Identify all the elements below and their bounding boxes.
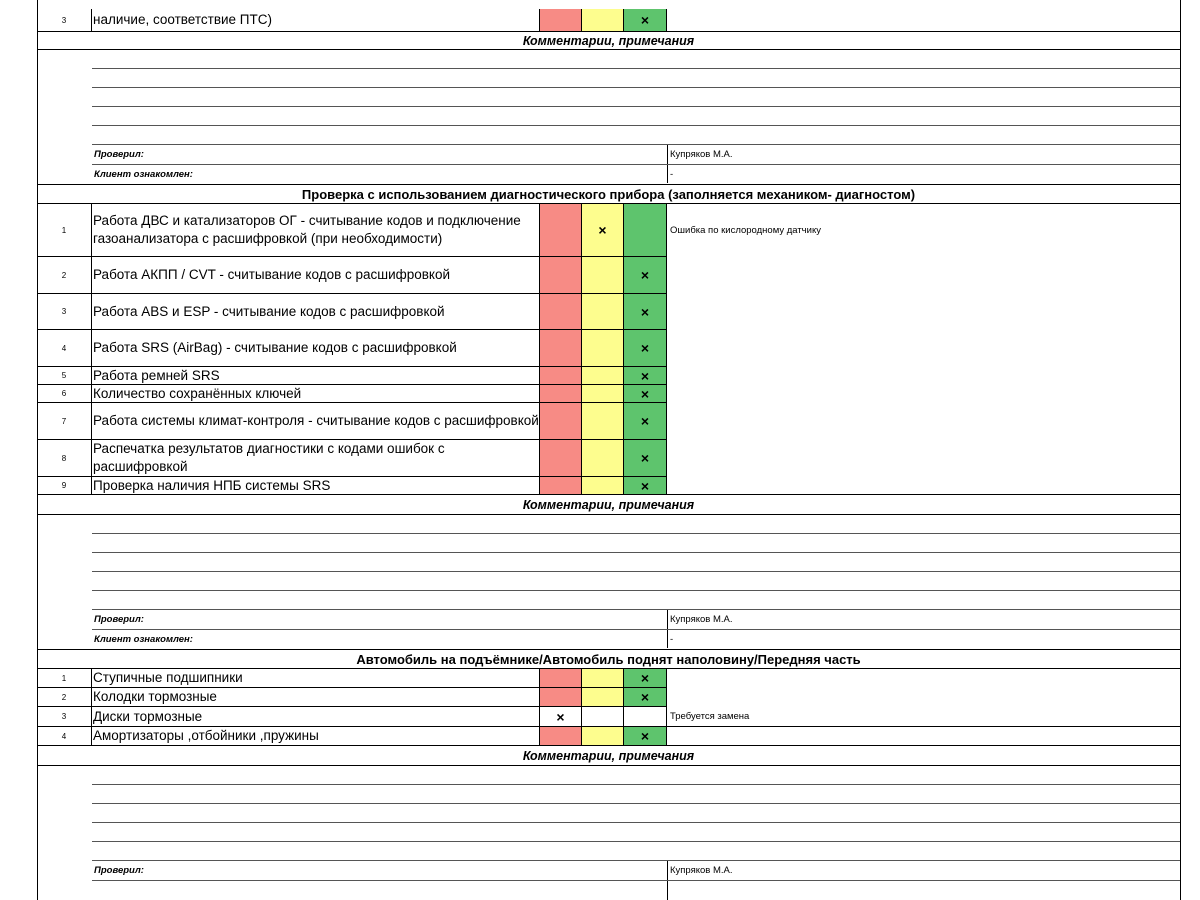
checked-by-value: Купряков М.А. [670, 149, 733, 160]
row-number: 3 [37, 9, 92, 31]
checked-by-label: Проверил: [94, 865, 144, 876]
section-title: Проверка с использованием диагностического прибора (заполняется механиком- диагностом) [301, 186, 916, 202]
status-green-cell[interactable]: × [624, 294, 667, 329]
status-yellow-cell[interactable] [582, 440, 624, 476]
checked-by-value: Купряков М.А. [670, 865, 733, 876]
status-yellow-cell[interactable] [582, 688, 624, 706]
table-row [0, 330, 1200, 366]
status-yellow-cell[interactable] [582, 707, 624, 726]
status-red-cell[interactable] [540, 727, 582, 745]
checked-by-label: Проверил: [94, 614, 144, 625]
status-yellow-cell[interactable] [582, 385, 624, 402]
row-text: Количество сохранённых ключей [92, 385, 540, 402]
row-text: Диски тормозные [92, 707, 540, 726]
table-row [0, 204, 1200, 256]
section-title: Автомобиль на подъёмнике/Автомобиль поднят наполовину/Передняя часть [356, 651, 861, 667]
status-green-cell[interactable]: × [624, 403, 667, 439]
row-number: 7 [37, 403, 92, 439]
table-row [0, 257, 1200, 293]
status-red-cell[interactable] [540, 669, 582, 687]
row-number: 8 [37, 440, 92, 476]
status-yellow-cell[interactable] [582, 294, 624, 329]
row-number: 4 [37, 727, 92, 745]
row-number: 2 [37, 257, 92, 293]
checked-by-value: Купряков М.А. [670, 614, 733, 625]
status-red-cell[interactable] [540, 9, 582, 31]
client-ack-value: - [670, 169, 674, 180]
status-green-cell[interactable]: × [624, 367, 667, 384]
status-red-cell[interactable] [540, 330, 582, 366]
table-row [0, 440, 1200, 476]
status-red-cell[interactable] [540, 385, 582, 402]
row-text: наличие, соответствие ПТС) [92, 9, 540, 31]
row-number: 9 [37, 477, 92, 494]
row-number: 4 [37, 330, 92, 366]
status-yellow-cell[interactable] [582, 9, 624, 31]
row-text: Работа SRS (AirBag) - считывание кодов с расшифровкой [92, 330, 540, 366]
status-yellow-cell[interactable] [582, 727, 624, 745]
status-yellow-cell[interactable] [582, 257, 624, 293]
status-green-cell[interactable]: × [624, 477, 667, 494]
status-green-cell[interactable] [624, 204, 667, 256]
row-text: Амортизаторы ,отбойники ,пружины [92, 727, 540, 745]
status-green-cell[interactable]: × [624, 257, 667, 293]
row-number: 3 [37, 294, 92, 329]
status-red-cell[interactable] [540, 477, 582, 494]
row-text: Проверка наличия НПБ системы SRS [92, 477, 540, 494]
table-row [0, 403, 1200, 439]
row-text: Работа АКПП / CVT - считывание кодов с расшифровкой [92, 257, 540, 293]
status-red-cell[interactable] [540, 367, 582, 384]
status-green-cell[interactable]: × [624, 440, 667, 476]
row-text: Работа ремней SRS [92, 367, 540, 384]
table-row [0, 669, 1200, 687]
client-ack-value: - [670, 634, 674, 645]
row-text: Работа ABS и ESP - считывание кодов с расшифровкой [92, 294, 540, 329]
status-red-cell[interactable] [540, 440, 582, 476]
comments-title: Комментарии, примечания [522, 748, 695, 763]
comments-title: Комментарии, примечания [522, 497, 695, 512]
row-text: Работа ДВС и катализаторов ОГ - считывание кодов и подключение газоанализатора с расшифровкой (при необходимости) [92, 204, 540, 256]
row-number: 3 [37, 707, 92, 726]
status-yellow-cell[interactable] [582, 403, 624, 439]
table-row [0, 385, 1200, 402]
row-text: Ступичные подшипники [92, 669, 540, 687]
status-yellow-cell[interactable] [582, 330, 624, 366]
status-green-cell[interactable]: × [624, 385, 667, 402]
status-red-cell[interactable] [540, 688, 582, 706]
status-green-cell[interactable] [624, 707, 667, 726]
table-row [0, 294, 1200, 329]
row-number: 1 [37, 669, 92, 687]
table-row [0, 9, 1200, 31]
comments-title: Комментарии, примечания [522, 33, 695, 48]
row-number: 1 [37, 204, 92, 256]
status-green-cell[interactable]: × [624, 688, 667, 706]
status-red-cell[interactable] [540, 257, 582, 293]
status-yellow-cell[interactable] [582, 669, 624, 687]
client-ack-label: Клиент ознакомлен: [94, 169, 193, 180]
table-row [0, 707, 1200, 726]
row-text: Работа системы климат-контроля - считывание кодов с расшифровкой [92, 403, 540, 439]
status-green-cell[interactable]: × [624, 9, 667, 31]
status-red-cell[interactable] [540, 403, 582, 439]
row-text: Колодки тормозные [92, 688, 540, 706]
status-yellow-cell[interactable] [582, 477, 624, 494]
row-text: Распечатка результатов диагностики с кодами ошибок с расшифровкой [92, 440, 540, 476]
status-green-cell[interactable]: × [624, 727, 667, 745]
status-green-cell[interactable]: × [624, 669, 667, 687]
table-row [0, 688, 1200, 706]
status-yellow-cell[interactable] [582, 367, 624, 384]
status-green-cell[interactable]: × [624, 330, 667, 366]
table-row [0, 367, 1200, 384]
client-ack-label: Клиент ознакомлен: [94, 634, 193, 645]
checked-by-label: Проверил: [94, 149, 144, 160]
row-note: Ошибка по кислородному датчику [670, 224, 821, 236]
row-number: 6 [37, 385, 92, 402]
status-red-cell[interactable]: × [540, 707, 582, 726]
table-row [0, 727, 1200, 745]
status-red-cell[interactable] [540, 294, 582, 329]
status-red-cell[interactable] [540, 204, 582, 256]
status-yellow-cell[interactable]: × [582, 204, 624, 256]
row-number: 2 [37, 688, 92, 706]
row-number: 5 [37, 367, 92, 384]
table-row [0, 477, 1200, 494]
row-note: Требуется замена [670, 711, 750, 722]
